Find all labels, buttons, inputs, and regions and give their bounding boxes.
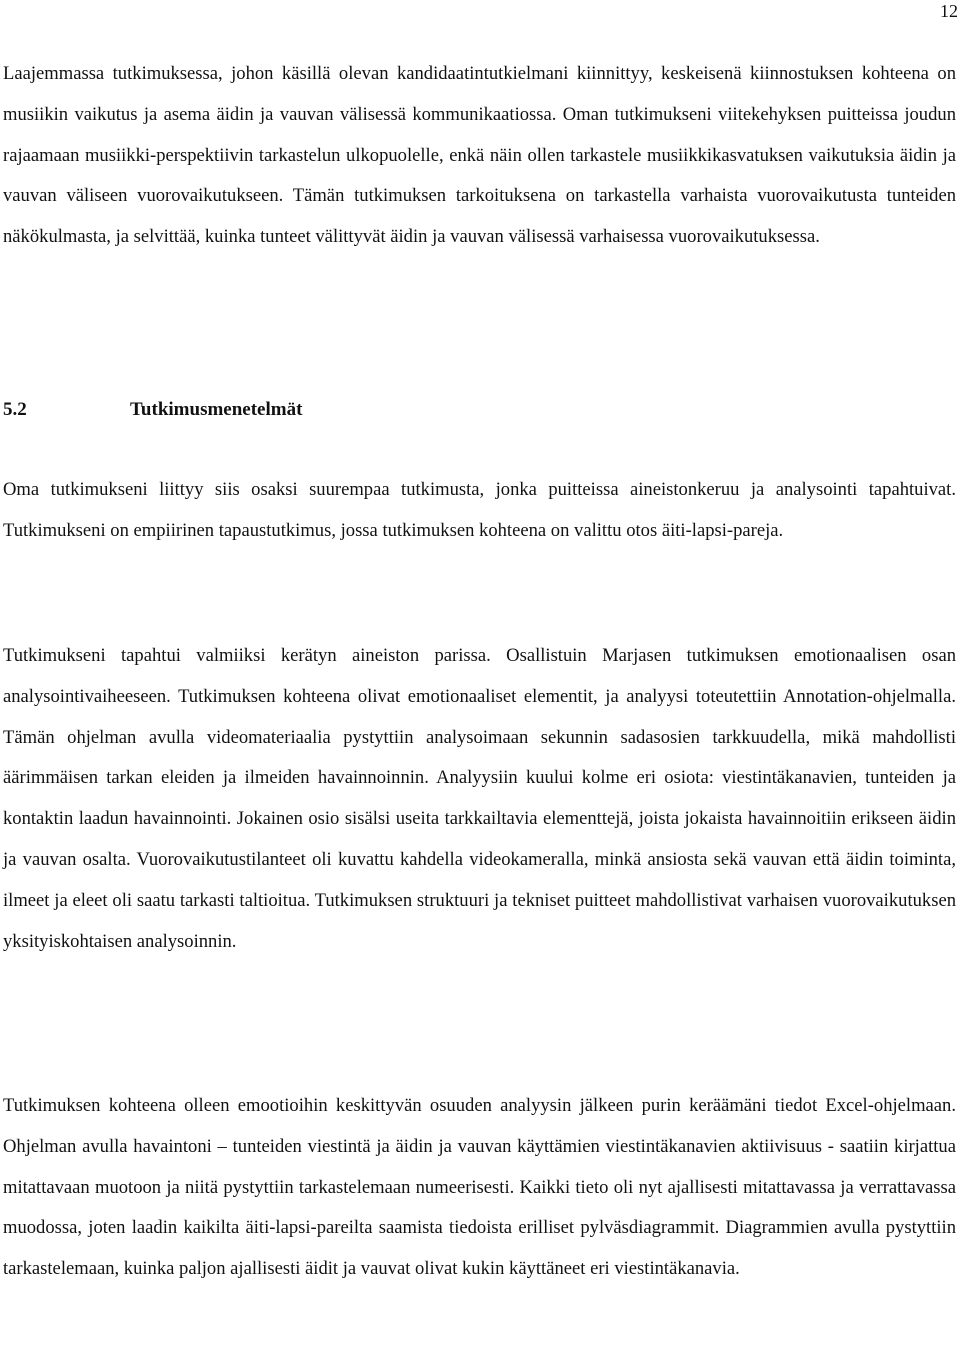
section-title: Tutkimusmenetelmät [130, 399, 303, 420]
page-number: 12 [940, 1, 958, 21]
paragraph-methods-2: Tutkimukseni tapahtui valmiiksi kerätyn aineiston parissa. Osallistuin Marjasen tutkimuksen emotionaalisen osan analysointivaiheeseen. Tutkimuksen kohteena olivat emotionaaliset elementit, ja analyysi toteutettiin Annotation-ohjelmalla. Tämän ohjelman avulla videomateriaalia pystyttiin analysoimaan sekunnin sadasosien tarkkuudella, mikä mahdollisti äärimmäisen tarkan eleiden ja ilmeiden havainnoinnin. Analyysiin kuului kolme eri osiota: viestintäkanavien, tunteiden ja kontaktin laadun havainnointi. Jokainen osio sisälsi useita tarkkailtavia elementtejä, joista jokaista havainnoitiin erikseen äidin ja vauvan osalta. Vuorovaikutustilanteet oli kuvattu kahdella videokameralla, minkä ansiosta sekä vauvan että äidin toiminta, ilmeet ja eleet oli saatu tarkasti taltioitua. Tutkimuksen struktuuri ja tekniset puitteet mahdollistivat varhaisen vuorovaikutuksen yksityiskohtaisen analysoinnin. [3, 645, 956, 952]
paragraph-methods-1: Oma tutkimukseni liittyy siis osaksi suurempaa tutkimusta, jonka puitteissa aineistonkeruu ja analysointi tapahtuivat. Tutkimukseni on empiirinen tapaustutkimus, jossa tutkimuksen kohteena on valittu otos äiti-lapsi-pareja. [3, 479, 956, 541]
paragraph-intro: Laajemmassa tutkimuksessa, johon käsillä olevan kandidaatintutkielmani kiinnittyy, keskeisenä kiinnostuksen kohteena on musiikin vaikutus ja asema äidin ja vauvan välisessä kommunikaatiossa. Oman tutkimukseni viitekehyksen puitteissa joudun rajaamaan musiikki-perspektiivin tarkastelun ulkopuolelle, enkä näin ollen tarkastele musiikkikasvatuksen vaikutuksia äidin ja vauvan väliseen vuorovaikutukseen. Tämän tutkimuksen tarkoituksena on tarkastella varhaista vuorovaikutusta tunteiden näkökulmasta, ja selvittää, kuinka tunteet välittyvät äidin ja vauvan välisessä varhaisessa vuorovaikutuksessa. [3, 63, 956, 248]
section-number: 5.2 [3, 399, 27, 420]
section-heading [3, 390, 302, 430]
paragraph-methods-3: Tutkimuksen kohteena olleen emootioihin keskittyvän osuuden analyysin jälkeen purin keräämäni tiedot Excel-ohjelmaan. Ohjelman avulla havaintoni – tunteiden viestintä ja äidin ja vauvan käyttämien viestintäkanavien aktiivisuus - saatiin kirjattua mitattavaan muotoon ja niitä pystyttiin tarkastelemaan numeerisesti. Kaikki tieto oli nyt ajallisesti mitattavassa ja verrattavassa muodossa, joten laadin kaikilta äiti-lapsi-pareilta saamista tiedoista erilliset pylväsdiagrammit. Diagrammien avulla pystyttiin tarkastelemaan, kuinka paljon ajallisesti äidit ja vauvat olivat kukin käyttäneet eri viestintäkanavia. [3, 1095, 956, 1280]
